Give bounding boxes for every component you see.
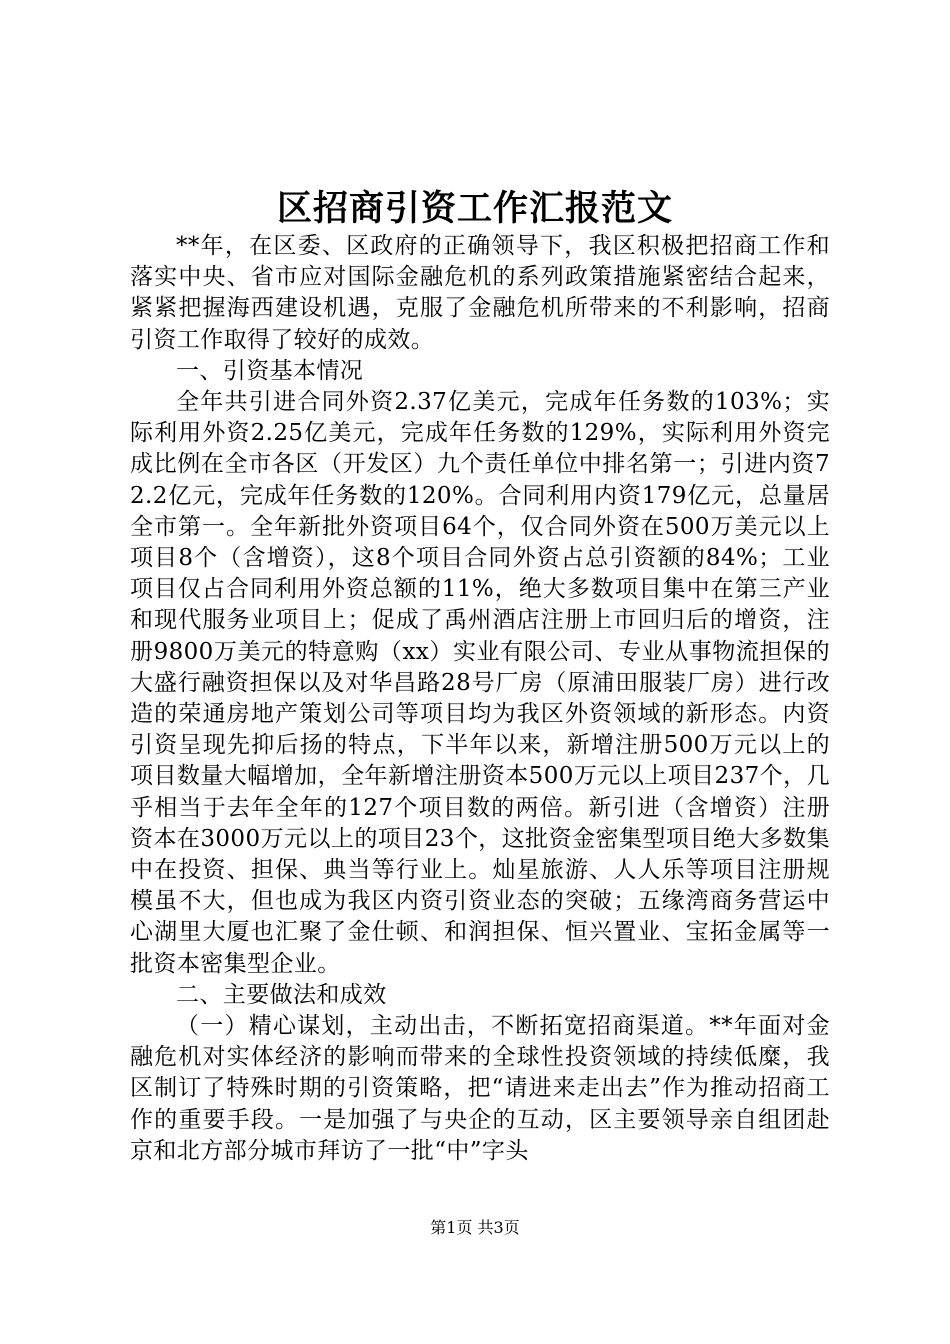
intro-paragraph: **年，在区委、区政府的正确领导下，我区积极把招商工作和落实中央、省市应对国际金融危机的系列政策措施紧密结合起来，紧紧把握海西建设机遇，克服了金融危机所带来的不利影响，招商引资工作取得了较好的成效。 [130,233,830,353]
document-body [130,231,830,1167]
section-heading-1: 一、引资基本情况 [176,357,364,384]
section-1-paragraph: 全年共引进合同外资2.37亿美元，完成年任务数的103%；实际利用外资2.25亿美元，完成年任务数的129%，实际利用外资完成比例在全市各区（开发区）九个责任单位中排名第一；引进内资72.2亿元，完成年任务数的120%。合同利用内资179亿元，总量居全市第一。全年新批外资项目64个，仅合同外资在500万美元以上项目8个（含增资），这8个项目合同外资占总引资额的84%；工业项目仅占合同利用外资总额的11%，绝大多数项目集中在第三产业和现代服务业项目上；促成了禹州酒店注册上市回归后的增资，注册9800万美元的特意购（xx）实业有限公司、专业从事物流担保的大盛行融资担保以及对华昌路28号厂房（原浦田服装厂房）进行改造的荣通房地产策划公司等项目均为我区外资领域的新形态。内资引资呈现先抑后扬的特点，下半年以来，新增注册500万元以上的项目数量大幅增加，全年新增注册资本500万元以上项目237个，几乎相当于去年全年的127个项目数的两倍。新引进（含增资）注册资本在3000万元以上的项目23个，这批资金密集型项目绝大多数集中在投资、担保、典当等行业上。灿星旅游、人人乐等项目注册规模虽不大，但也成为我区内资引资业态的突破；五缘湾商务营运中心湖里大厦也汇聚了金仕顿、和润担保、恒兴置业、宝拓金属等一批资本密集型企业。 [130,389,830,977]
section-heading-2: 二、主要做法和成效 [176,981,387,1008]
page-footer: 第1页 共3页 [430,1218,520,1237]
page-title: 区招商引资工作汇报范文 [276,188,673,229]
section-2-paragraph: （一）精心谋划，主动出击，不断拓宽招商渠道。**年面对金融危机对实体经济的影响而带来的全球性投资领域的持续低糜，我区制订了特殊时期的引资策略，把“请进来走出去”作为推动招商工作的重要手段。一是加强了与央企的互动，区主要领导亲自组团赴京和北方部分城市拜访了一批“中”字头 [130,1013,830,1164]
